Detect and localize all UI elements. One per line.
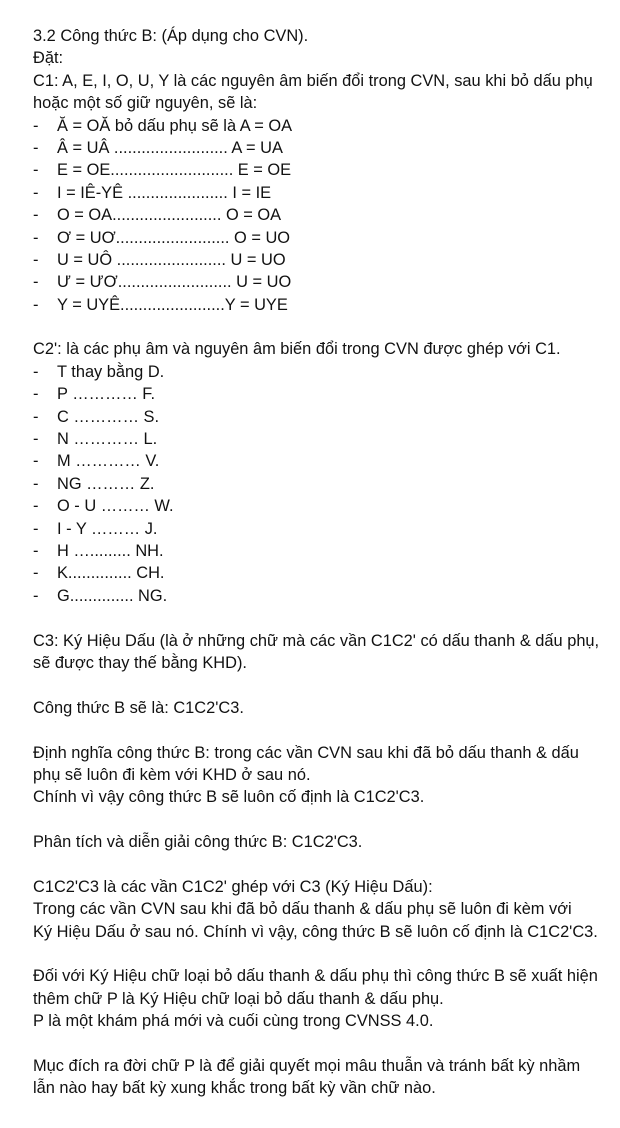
list-bullet: - <box>33 586 39 605</box>
list-item-text: I - Y ……… J. <box>57 519 158 538</box>
list-bullet: - <box>33 206 39 225</box>
list-bullet: - <box>33 362 39 381</box>
list-item-text: C ………… S. <box>57 407 159 426</box>
list-item <box>33 271 613 293</box>
list-bullet: - <box>33 295 39 314</box>
list-item <box>33 540 613 562</box>
spacer <box>33 674 613 696</box>
list-item-text: K.............. CH. <box>57 564 165 583</box>
list-item <box>33 204 613 226</box>
c1-description-line: C1: A, E, I, O, U, Y là các nguyên âm biến đổi trong CVN, sau khi bỏ dấu phụ <box>33 71 593 90</box>
list-item-text: O - U ……… W. <box>57 497 174 516</box>
p-note-line: thêm chữ P là Ký Hiệu chữ loại bỏ dấu thanh & dấu phụ. <box>33 989 444 1008</box>
list-item-text: T thay bằng D. <box>57 362 165 381</box>
spacer <box>33 1033 613 1055</box>
list-item-text: M ………… V. <box>57 452 160 471</box>
list-item <box>33 115 613 137</box>
list-item <box>33 585 613 607</box>
list-bullet: - <box>33 564 39 583</box>
c2-list <box>33 361 613 607</box>
list-item <box>33 473 613 495</box>
list-item-text: NG ……… Z. <box>57 474 155 493</box>
list-bullet: - <box>33 452 39 471</box>
purpose-line: lẫn nào hay bất kỳ xung khắc trong bất kỳ vần chữ nào. <box>33 1079 436 1098</box>
p-note-line: Đối với Ký Hiệu chữ loại bỏ dấu thanh & dấu phụ thì công thức B sẽ xuất hiện <box>33 967 598 986</box>
analysis-line: Ký Hiệu Dấu ở sau nó. Chính vì vậy, công thức B sẽ luôn cố định là C1C2'C3. <box>33 922 598 941</box>
purpose-line: Mục đích ra đời chữ P là để giải quyết mọi mâu thuẫn và tránh bất kỳ nhầm <box>33 1056 581 1075</box>
list-item-text: G.............. NG. <box>57 586 168 605</box>
spacer <box>33 607 613 629</box>
list-item-text: Ơ = UƠ......................... O = UO <box>57 228 291 247</box>
list-bullet: - <box>33 183 39 202</box>
list-bullet: - <box>33 138 39 157</box>
list-item <box>33 428 613 450</box>
list-item <box>33 294 613 316</box>
list-item-text: Y = UYÊ.......................Y = UYE <box>57 295 288 314</box>
c1-list <box>33 115 613 317</box>
spacer <box>33 853 613 875</box>
spacer <box>33 943 613 965</box>
list-bullet: - <box>33 497 39 516</box>
list-bullet: - <box>33 228 39 247</box>
p-note-line: P là một khám phá mới và cuối cùng trong CVNSS 4.0. <box>33 1012 434 1031</box>
spacer <box>33 809 613 831</box>
section-heading: 3.2 Công thức B: (Áp dụng cho CVN). <box>33 27 309 45</box>
list-item-text: O = OA........................ O = OA <box>57 206 282 225</box>
list-item-text: P ………… F. <box>57 385 156 404</box>
c3-line: C3: Ký Hiệu Dấu (là ở những chữ mà các vần C1C2' có dấu thanh & dấu phụ, <box>33 631 600 650</box>
spacer <box>33 719 613 741</box>
list-item <box>33 137 613 159</box>
list-bullet: - <box>33 474 39 493</box>
c2-description: C2': là các phụ âm và nguyên âm biến đổi trong CVN được ghép với C1. <box>33 340 561 359</box>
list-item <box>33 406 613 428</box>
document-page <box>33 25 613 1100</box>
list-item-text: E = OE........................... E = OE <box>57 161 292 180</box>
definition-line: phụ sẽ luôn đi kèm với KHD ở sau nó. <box>33 765 311 784</box>
list-item-text: I = IÊ-YÊ ...................... I = IE <box>57 183 272 202</box>
list-bullet: - <box>33 541 39 560</box>
list-bullet: - <box>33 407 39 426</box>
analysis-title: Phân tích và diễn giải công thức B: C1C2'C3. <box>33 833 363 852</box>
list-item <box>33 450 613 472</box>
analysis-line: Trong các vần CVN sau khi đã bỏ dấu thanh & dấu phụ sẽ luôn đi kèm với <box>33 900 572 919</box>
list-item <box>33 227 613 249</box>
list-bullet: - <box>33 385 39 404</box>
list-item-text: Ư = ƯƠ......................... U = UO <box>57 273 292 292</box>
list-item <box>33 518 613 540</box>
list-item <box>33 361 613 383</box>
definition-line: Định nghĩa công thức B: trong các vần CVN sau khi đã bỏ dấu thanh & dấu <box>33 743 579 762</box>
list-bullet: - <box>33 250 39 269</box>
intro-label: Đặt: <box>33 49 64 68</box>
list-item-text: Ă = OĂ bỏ dấu phụ sẽ là A = OA <box>57 116 293 135</box>
list-item <box>33 562 613 584</box>
formula-statement: Công thức B sẽ là: C1C2'C3. <box>33 698 244 717</box>
list-item <box>33 383 613 405</box>
c1-description-line: hoặc một số giữ nguyên, sẽ là: <box>33 94 258 113</box>
list-item-text: H …......... NH. <box>57 541 164 560</box>
list-bullet: - <box>33 273 39 292</box>
list-bullet: - <box>33 161 39 180</box>
list-item <box>33 495 613 517</box>
list-item <box>33 159 613 181</box>
definition-line: Chính vì vậy công thức B sẽ luôn cố định là C1C2'C3. <box>33 788 425 807</box>
list-item <box>33 182 613 204</box>
spacer <box>33 316 613 338</box>
list-bullet: - <box>33 430 39 449</box>
analysis-line: C1C2'C3 là các vần C1C2' ghép với C3 (Ký Hiệu Dấu): <box>33 877 433 896</box>
list-bullet: - <box>33 519 39 538</box>
list-item-text: N ………… L. <box>57 430 158 449</box>
list-item-text: Â = UÂ ......................... A = UA <box>57 138 283 157</box>
list-item-text: U = UÔ ........................ U = UO <box>57 250 286 269</box>
list-item <box>33 249 613 271</box>
c3-line: sẽ được thay thế bằng KHD). <box>33 653 247 672</box>
list-bullet: - <box>33 116 39 135</box>
